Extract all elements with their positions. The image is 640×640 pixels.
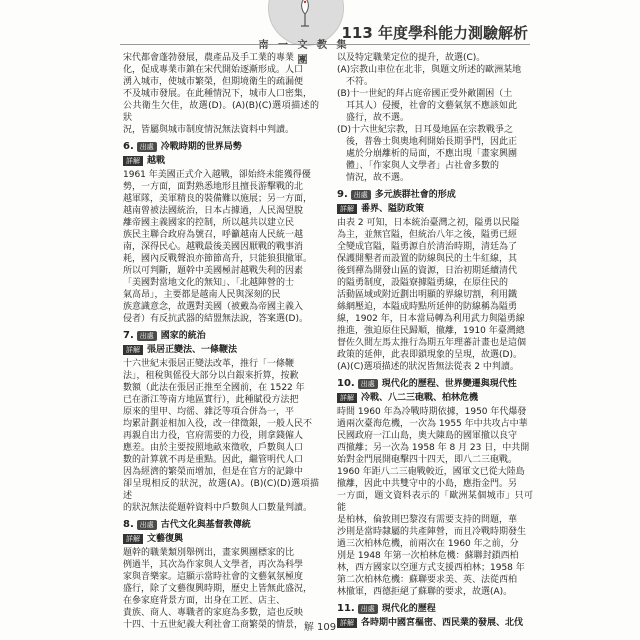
publisher-logo [258, 0, 350, 66]
text-line: 越南曾被法國統治，日本占據過，人民渴望脫 [123, 206, 304, 216]
explanation-badge: 詳解 [337, 204, 357, 214]
question-number: 8. [123, 519, 134, 530]
text-line: 民國政府一江山島，奧大陳島的國軍撤以良守 [337, 431, 518, 441]
text-line: 所以可判斷，題幹中美國極討越戰失利的因素 [123, 266, 304, 276]
lecture-row [337, 392, 533, 404]
text-line: 時間 1960 年為冷戰時期依據，1950 年代爆發 [337, 407, 527, 417]
crane-icon [288, 0, 322, 30]
question-10-body [337, 406, 533, 598]
explanation-badge: 詳解 [123, 345, 143, 355]
question-11-header [337, 603, 533, 615]
text-line: 保護開墾者而設置的防線與民的土牛紅線，其 [337, 254, 518, 264]
text-line: 林，西方國家以空運方式支援西柏林；1958 年 [337, 563, 525, 573]
page-header-title: 113 年度學科能力測驗解析 [341, 24, 528, 42]
lecture-row [337, 203, 533, 215]
text-line: 是柏林，倫敦則巴黎沒有需要支持的問題，華 [337, 515, 518, 525]
question-6-header [123, 141, 319, 153]
text-line: 林撤軍，西德拒絕了蘇聯的要求，故選(A)。 [337, 587, 513, 597]
text-line: 侵者）有反抗武器的結盟無法說，答案選(D)。 [123, 314, 308, 324]
text-line: 的狀況無法從題幹資料中戶數與人口數量判讀。 [123, 503, 313, 513]
text-line: 由表 2 可知，日本統治臺灣之初，隘勇以民隘 [337, 218, 520, 228]
question-number: 9. [337, 189, 348, 200]
text-line: 推進，強迫原住民歸順，撤離，1910 年臺灣總 [337, 326, 525, 336]
text-line: 題幹的職業類別舉例出，畫家興團標家的比 [123, 548, 295, 558]
source-badge: 出處 [358, 379, 378, 389]
question-7-body [123, 358, 319, 514]
text-line: 情況，故不選。 [337, 173, 410, 183]
text-line: 別是 1948 年第一次柏林危機：蘇聯封鎖西柏 [337, 551, 519, 561]
explanation-badge: 詳解 [123, 534, 143, 544]
text-line: 後到禪為開發山區的資源，日治初期延續清代 [337, 266, 518, 276]
source-badge: 出處 [351, 190, 371, 200]
text-line: 十四、十五世紀義大利社會工商繁榮的情景， [123, 620, 304, 630]
intro-text-left [123, 52, 319, 136]
text-line: 體」、「作家與人文學者」占社會多數的 [337, 161, 500, 171]
lecture-row [123, 533, 319, 545]
question-6-body [123, 169, 319, 325]
text-line: 第二次柏林危機：蘇聯要求美、英、法從西柏 [337, 575, 518, 585]
text-line: (A)宗教山車位在北非，與題文所述的歐洲某地 [337, 65, 522, 75]
text-line: 線，1902 年，日本當局轉為利用武力與隘勇線 [337, 314, 525, 324]
explanation-badge: 詳解 [337, 393, 357, 403]
question-number: 10. [337, 378, 355, 389]
source-badge: 出處 [137, 331, 157, 341]
text-line: 湧入城市，使城市繁榮，但期境衛生的疏漏便 [123, 77, 304, 87]
text-line: 應差。由於主要按照地畝來徵收，戶數與人口 [123, 443, 304, 453]
explanation-topic: 各時期中國宮樞密、西民業的發展、北伐 [361, 618, 524, 628]
explanation-topic: 文藝復興 [147, 534, 184, 544]
question-topic: 國家的統治 [160, 331, 206, 341]
question-10-header [337, 378, 533, 390]
text-line: 因為經濟的繁榮而增加，但是在官方的記錄中 [123, 467, 304, 477]
text-line: 的隘勇制度，設隘寮據隘勇線，在原住民的 [337, 278, 509, 288]
text-line: 盛行，除了文藝復興時期，歷史上皆無此盛況， [123, 584, 313, 594]
source-badge: 出處 [137, 520, 157, 530]
text-line: 不及城市發展。在此種情況下，城市人口密集， [123, 89, 313, 99]
text-line: 始對金門展開砲擊四十四天，即八二三砲戰。 [337, 455, 518, 465]
text-line: 盛行，故不選。 [337, 113, 410, 123]
text-line: 撤離，因此中共雙守中的小島，應指金門。另 [337, 479, 518, 489]
text-line: 家與音樂家。這顯示當時社會的文藝氣氛極度 [123, 572, 304, 582]
question-9-body [337, 217, 533, 373]
text-line: 過兩次臺海危機，一次為 1955 年中共攻占中華 [337, 419, 528, 429]
text-line: 卻呈現相反的狀況，故選(A)。(B)(C)(D)選項描述 [123, 479, 319, 501]
explanation-topic: 冷戰、八二三砲戰、柏林危機 [361, 393, 479, 403]
text-line: 離帝國主義國家的控制，所以越共以建立民 [123, 218, 295, 228]
text-line: 後，普魯士與奧地利開始長期爭門，因此正 [337, 137, 518, 147]
question-number: 7. [123, 330, 134, 341]
text-line: 氣高昂」，主要都是越南人民與深刻的民 [123, 290, 281, 300]
text-line: 勢，一方面，面對熟悉地形且擅長游擊戰的北 [123, 182, 304, 192]
text-line: 1961 年美國正式介入越戰，卻始終未能獲得優 [123, 170, 311, 180]
text-line: 活動區域或附近劃出明顯的界線切割，利用鐵 [337, 290, 518, 300]
text-line: 均累計劃並相加入役，改一律徵銀，一般人民不 [123, 419, 313, 429]
text-line: 況，皆屬與城市制度情況無法資料中判讀。 [123, 125, 295, 135]
text-line: 宋代都會蓬勃發展，農產品及手工業的專業 [123, 53, 295, 63]
text-line: 耗，國內反戰聲浪亦節節高升，只能狼狽撤軍。 [123, 254, 313, 264]
text-line: 例過半，其次為作家與人文學者，再次為科學 [123, 560, 304, 570]
text-line: 貴族、商人、專職者的家庭為多數，這也反映 [123, 608, 304, 618]
text-line: 族意識意念，故選對美國（被戴為帝國主義入 [123, 302, 304, 312]
source-badge: 出處 [358, 604, 378, 614]
text-line: 數的計算就不再是重點。因此，繼管明代人口 [123, 455, 304, 465]
question-topic: 現代化的歷程 [381, 604, 436, 614]
question-8-header [123, 519, 319, 531]
text-line: 法」，租稅與傜役大部分以白銀來折算，按歉 [123, 371, 299, 381]
question-number: 6. [123, 141, 134, 152]
text-line: (B)十一世紀的拜占庭帝國正受外敵圍困（土 [337, 89, 513, 99]
text-line: 公共衛生欠佳，故選(D)。(A)(B)(C)選項描述的狀 [123, 101, 319, 123]
question-topic: 冷戰時期的世界局勢 [160, 142, 242, 152]
question-topic: 多元族群社會的形成 [374, 190, 456, 200]
text-line: 一方面，題文資料表示的「歐洲某個城市」只可能 [337, 491, 533, 513]
text-line: 政策的延伸，此表即鎖現象的呈現，故選(D)。 [337, 350, 522, 360]
right-column [337, 52, 533, 631]
explanation-badge: 詳解 [337, 618, 357, 628]
header-divider [120, 44, 530, 45]
logo-text: 南 一 文 教 集 團 [258, 40, 350, 66]
text-line: 再親自出力役，官府需要的力役，則拿錢僱人 [123, 431, 304, 441]
text-line: 族民主聯合政府為號召，呼籲越南人民統一越 [123, 230, 304, 240]
lecture-row [123, 155, 319, 167]
question-number: 11. [337, 603, 355, 614]
text-line: 全變成官隘，隘勇源自於清治時期，清廷為了 [337, 242, 518, 252]
text-line: (D)十六世紀宗教，日耳曼地區在宗教戰爭之 [337, 125, 513, 135]
question-topic: 現代化的歷程、世界變遷與現代性 [381, 379, 517, 389]
text-line: 耳其人）侵擾，社會的文藝氣氛不應該如此 [337, 101, 518, 111]
text-line: 在參家庭背景方面，出身在工匠、店主、 [123, 596, 286, 606]
text-line: 越軍隊，美軍精良的裝備難以施展；另一方面， [123, 194, 313, 204]
text-line: 數額（此法在張居正推至全國前，在 1522 年 [123, 383, 305, 393]
text-line: 化，促成專業市鎮在宋代開始逐漸形成。人口 [123, 65, 304, 75]
explanation-badge: 詳解 [123, 156, 143, 166]
text-line: 1960 年距八二三砲戰較近，國軍文已從大陸島 [337, 467, 525, 477]
explanation-topic: 張居正變法、一條鞭法 [147, 345, 238, 355]
text-line: 絲網壓迫，本隘成時點所延伸的防線稱為隘勇 [337, 302, 518, 312]
text-line: 西撤離；另一次為 1958 年 8 月 23 日，中共開 [337, 443, 530, 453]
page-number: 解 109 [303, 622, 337, 633]
text-line: (A)(C)選項描述的狀況皆無法從表 2 中判讀。 [337, 362, 519, 372]
lecture-row [123, 344, 319, 356]
text-line: 十六世紀末張居正變法改革，推行「一條鞭 [123, 359, 295, 369]
source-badge: 出處 [137, 142, 157, 152]
text-line: 「美國對當地文化的無知」、「北越陣營的士 [123, 278, 295, 288]
text-line: 以及特定職業定位的提升，故選(C)。 [337, 53, 486, 63]
text-line: 沙則是當時隸屬的共產陣營，而且冷戰時期發生 [337, 527, 527, 537]
left-column [123, 52, 319, 631]
text-line: 處於分崩離析的局面，不應出現「畫家興團 [337, 149, 518, 159]
intro-text-right [337, 52, 533, 184]
question-7-header [123, 330, 319, 342]
text-line: 為主，並無官隘，但統治八年之後，隘勇已經 [337, 230, 518, 240]
text-line: 不符。 [337, 77, 374, 87]
question-topic: 古代文化與基督教傳統 [160, 520, 251, 530]
text-line: 督佐久間左馬太推行為期五年理蕃計畫也是這個 [337, 338, 527, 348]
text-line: 原來的里甲、均徭、雜泛等項合併為一，平 [123, 407, 295, 417]
text-line: 已在浙江等南方地區實行），此種賦役方法把 [123, 395, 299, 405]
explanation-topic: 越戰 [147, 156, 166, 166]
text-line: 過三次柏林危機，前兩次在 1960 年之前，分 [337, 539, 519, 549]
explanation-topic: 番界、隘防政策 [361, 204, 425, 214]
question-9-header [337, 189, 533, 201]
text-line: 南，深得民心。越戰最後美國因厭戰的戰事消 [123, 242, 304, 252]
